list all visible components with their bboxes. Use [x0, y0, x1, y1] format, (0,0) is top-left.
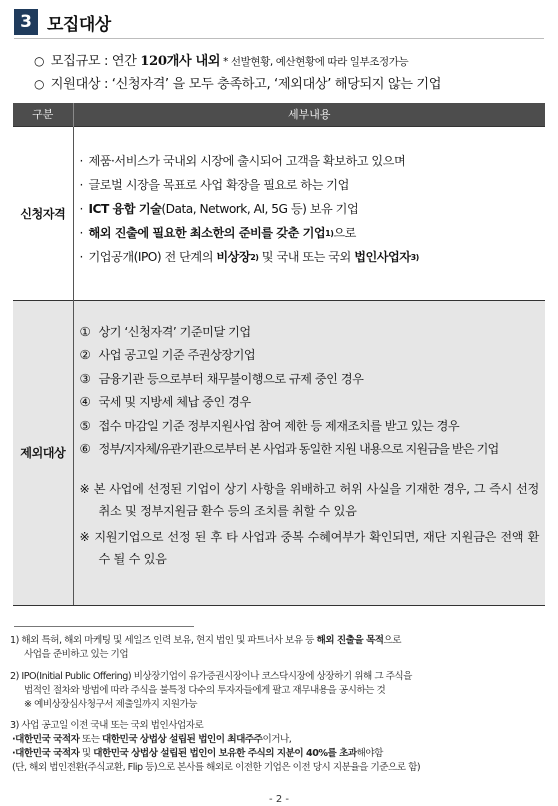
bullet-circle-icon: ○ — [34, 54, 45, 68]
recruitment-count-suffix: 개사 내외 — [166, 54, 221, 69]
footnote-2: 2) IPO(Initial Public Offering) 비상장기업이 유가증권시장이나 코스닥시장에 상장하기 위해 그 주식을 법적인 절차와 방법에 따라 주식을 불특정 다수의 투자자들에게 팔고 재무내용을 공시하는 것 ※ 예비상장심사청구서 제출일까지 지원가능 — [10, 671, 412, 710]
recruitment-note: * 선발현황, 예산현황에 따라 일부조정가능 — [220, 56, 409, 68]
exclusion-note-1: ※ 본 사업에 선정된 기업이 상기 사항을 위배하고 허위 사실을 기재한 경우, 그 즉시 선정취소 및 정부지원금 환수 등의 조치를 취할 수 있음 — [79, 481, 539, 518]
list-item: ① 상기 ‘신청자격’ 기준미달 기업 — [79, 323, 251, 339]
section-number-badge: 3 — [14, 9, 38, 35]
footnote-3: 3) 사업 공고일 이전 국내 또는 국외 법인사업자로 ·대한민국 국적자 또는 대한민국 상법상 설립된 법인이 최대주주이거나, ·대한민국 국적자 및 대한민국 상법상 설립된 법인이 보유한 주식의 지분이 40%를 초과해야함 (단, 해외 법인전환(주식교환, Flip 등)으로 본사를 해외로 이전한 기업은 이전 당시 지분율을 기준으로 함) — [10, 720, 421, 773]
list-item: ④ 국세 및 지방세 체납 중인 경우 — [79, 394, 251, 409]
bullet-recruitment-scale — [34, 50, 408, 69]
criteria-table — [13, 103, 545, 606]
qualification-details — [73, 126, 545, 300]
list-item: · 해외 진출에 필요한 최소한의 준비를 갖춘 기업$^{1)}$으로 — [79, 225, 356, 240]
list-item: ③ 금융기관 등으로부터 채무불이행으로 규제 중인 경우 — [79, 370, 364, 386]
header-category: 구분 — [13, 103, 73, 126]
recruitment-label: 모집규모 : 연간 — [50, 54, 141, 69]
section-header — [14, 9, 111, 35]
exclusion-details — [73, 300, 545, 605]
footnote-divider — [14, 626, 194, 627]
bullet-eligibility — [34, 73, 441, 92]
list-item: · 글로벌 시장을 목표로 사업 확장을 필요로 하는 기업 — [79, 177, 349, 192]
table-row-qualification — [13, 126, 545, 300]
header-divider — [14, 38, 544, 39]
exclusion-label: 제외대상 — [13, 300, 73, 605]
list-item: ② 사업 공고일 기준 주권상장기업 — [79, 347, 256, 362]
table-row-exclusion — [13, 300, 545, 605]
recruitment-count: 120 — [140, 54, 167, 69]
list-item: · 제품·서비스가 국내외 시장에 출시되어 고객을 확보하고 있으며 — [79, 153, 406, 168]
exclusion-note-2: ※ 지원기업으로 선정 된 후 타 사업과 중복 수혜여부가 확인되면, 재단 지원금은 전액 환수 될 수 있음 — [79, 529, 539, 566]
section-title: 모집대상 — [47, 14, 111, 35]
page-number: - 2 - — [269, 794, 289, 805]
eligibility-text: 지원대상 : ‘신청자격’ 을 모두 충족하고, ‘제외대상’ 해당되지 않는 기업 — [50, 77, 442, 92]
table-header-row — [13, 103, 545, 126]
bullet-circle-icon: ○ — [34, 77, 45, 91]
list-item: · 기업공개(IPO) 전 단계의 비상장$^{2)}$ 및 국내 또는 국외 법인사업자$^{3)}$ — [79, 249, 419, 264]
header-details: 세부내용 — [73, 103, 545, 126]
qualification-label: 신청자격 — [13, 126, 73, 300]
list-item: ⑤ 접수 마감일 기준 정부지원사업 참여 제한 등 제재조치를 받고 있는 경우 — [79, 417, 460, 433]
list-item: · ICT 융합 기술(Data, Network, AI, 5G 등) 보유 기업 — [79, 201, 359, 216]
list-item: ⑥ 정부/지자체/유관기관으로부터 본 사업과 동일한 지원 내용으로 지원금을 받은 기업 — [79, 441, 499, 456]
footnote-1: 1) 해외 특허, 해외 마케팅 및 세일즈 인력 보유, 현지 법인 및 파트너사 보유 등 해외 진출을 목적으로 사업을 준비하고 있는 기업 — [10, 635, 402, 660]
